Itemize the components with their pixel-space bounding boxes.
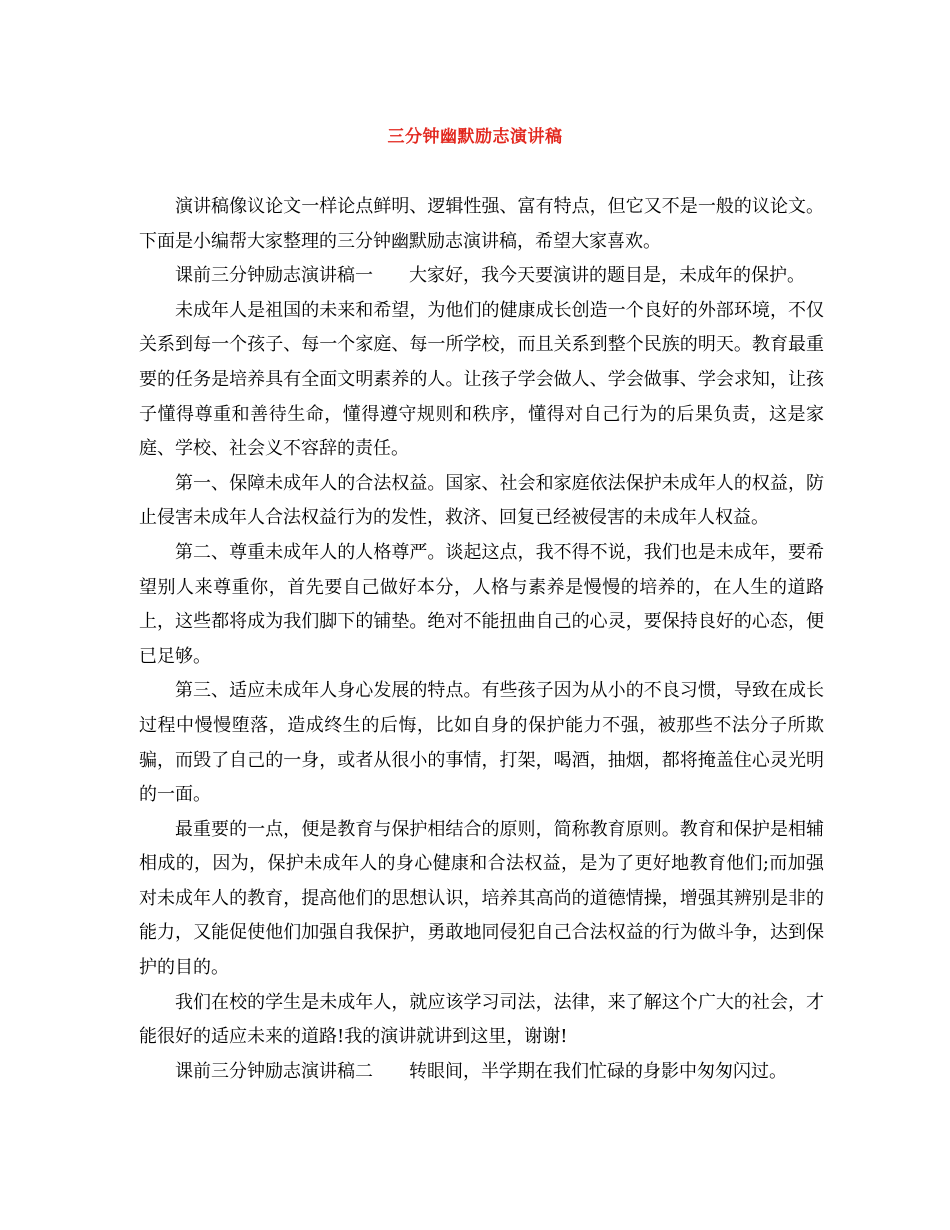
document-title: 三分钟幽默励志演讲稿 — [387, 127, 563, 147]
paragraph-point-two: 第二、尊重未成年人的人格尊严。谈起这点，我不得不说，我们也是未成年，要希望别人来尊重你，首先要自己做好本分，人格与素养是慢慢的培养的，在人生的道路上，这些都将成为我们脚下的铺垫。绝对不能扭曲自己的心灵，要保持良好的心态，便已足够。 — [139, 541, 824, 667]
document-body — [139, 190, 824, 1089]
paragraph-speech-two-heading: 课前三分钟励志演讲稿二 转眼间，半学期在我们忙碌的身影中匆匆闪过。 — [175, 1060, 787, 1082]
paragraph-point-one: 第一、保障未成年人的合法权益。国家、社会和家庭依法保护未成年人的权益，防止侵害未成年人合法权益行为的发性，救济、回复已经被侵害的未成年人权益。 — [139, 472, 824, 529]
paragraph-speech-one-heading: 课前三分钟励志演讲稿一 大家好，我今天要演讲的题目是，未成年的保护。 — [175, 265, 805, 287]
paragraph-intro: 演讲稿像议论文一样论点鲜明、逻辑性强、富有特点，但它又不是一般的议论文。下面是小编帮大家整理的三分钟幽默励志演讲稿，希望大家喜欢。 — [139, 196, 824, 252]
paragraph-most-important: 最重要的一点，便是教育与保护相结合的原则，简称教育原则。教育和保护是相辅相成的，因为，保护未成年人的身心健康和合法权益，是为了更好地教育他们;而加强对未成年人的教育，提高他们的思想认识，培养其高尚的道德情操，增强其辨别是非的能力，又能促使他们加强自我保护，勇敢地同侵犯自己合法权益的行为做斗争，达到保护的目的。 — [139, 818, 824, 979]
paragraph-point-three: 第三、适应未成年人身心发展的特点。有些孩子因为从小的不良习惯，导致在成长过程中慢慢堕落，造成终生的后悔，比如自身的保护能力不强，被那些不法分子所欺骗，而毁了自己的一身，或者从很小的事情，打架，喝酒，抽烟，都将掩盖住心灵光明的一面。 — [139, 680, 824, 806]
paragraph-minors-future: 未成年人是祖国的未来和希望，为他们的健康成长创造一个良好的外部环境，不仅关系到每一个孩子、每一个家庭、每一所学校，而且关系到整个民族的明天。教育最重要的任务是培养具有全面文明素养的人。让孩子学会做人、学会做事、学会求知，让孩子懂得尊重和善待生命，懂得遵守规则和秩序，懂得对自己行为的后果负责，这是家庭、学校、社会义不容辞的责任。 — [139, 299, 824, 460]
paragraph-conclusion: 我们在校的学生是未成年人，就应该学习司法，法律，来了解这个广大的社会，才能很好的适应未来的道路!我的演讲就讲到这里，谢谢! — [139, 991, 824, 1048]
